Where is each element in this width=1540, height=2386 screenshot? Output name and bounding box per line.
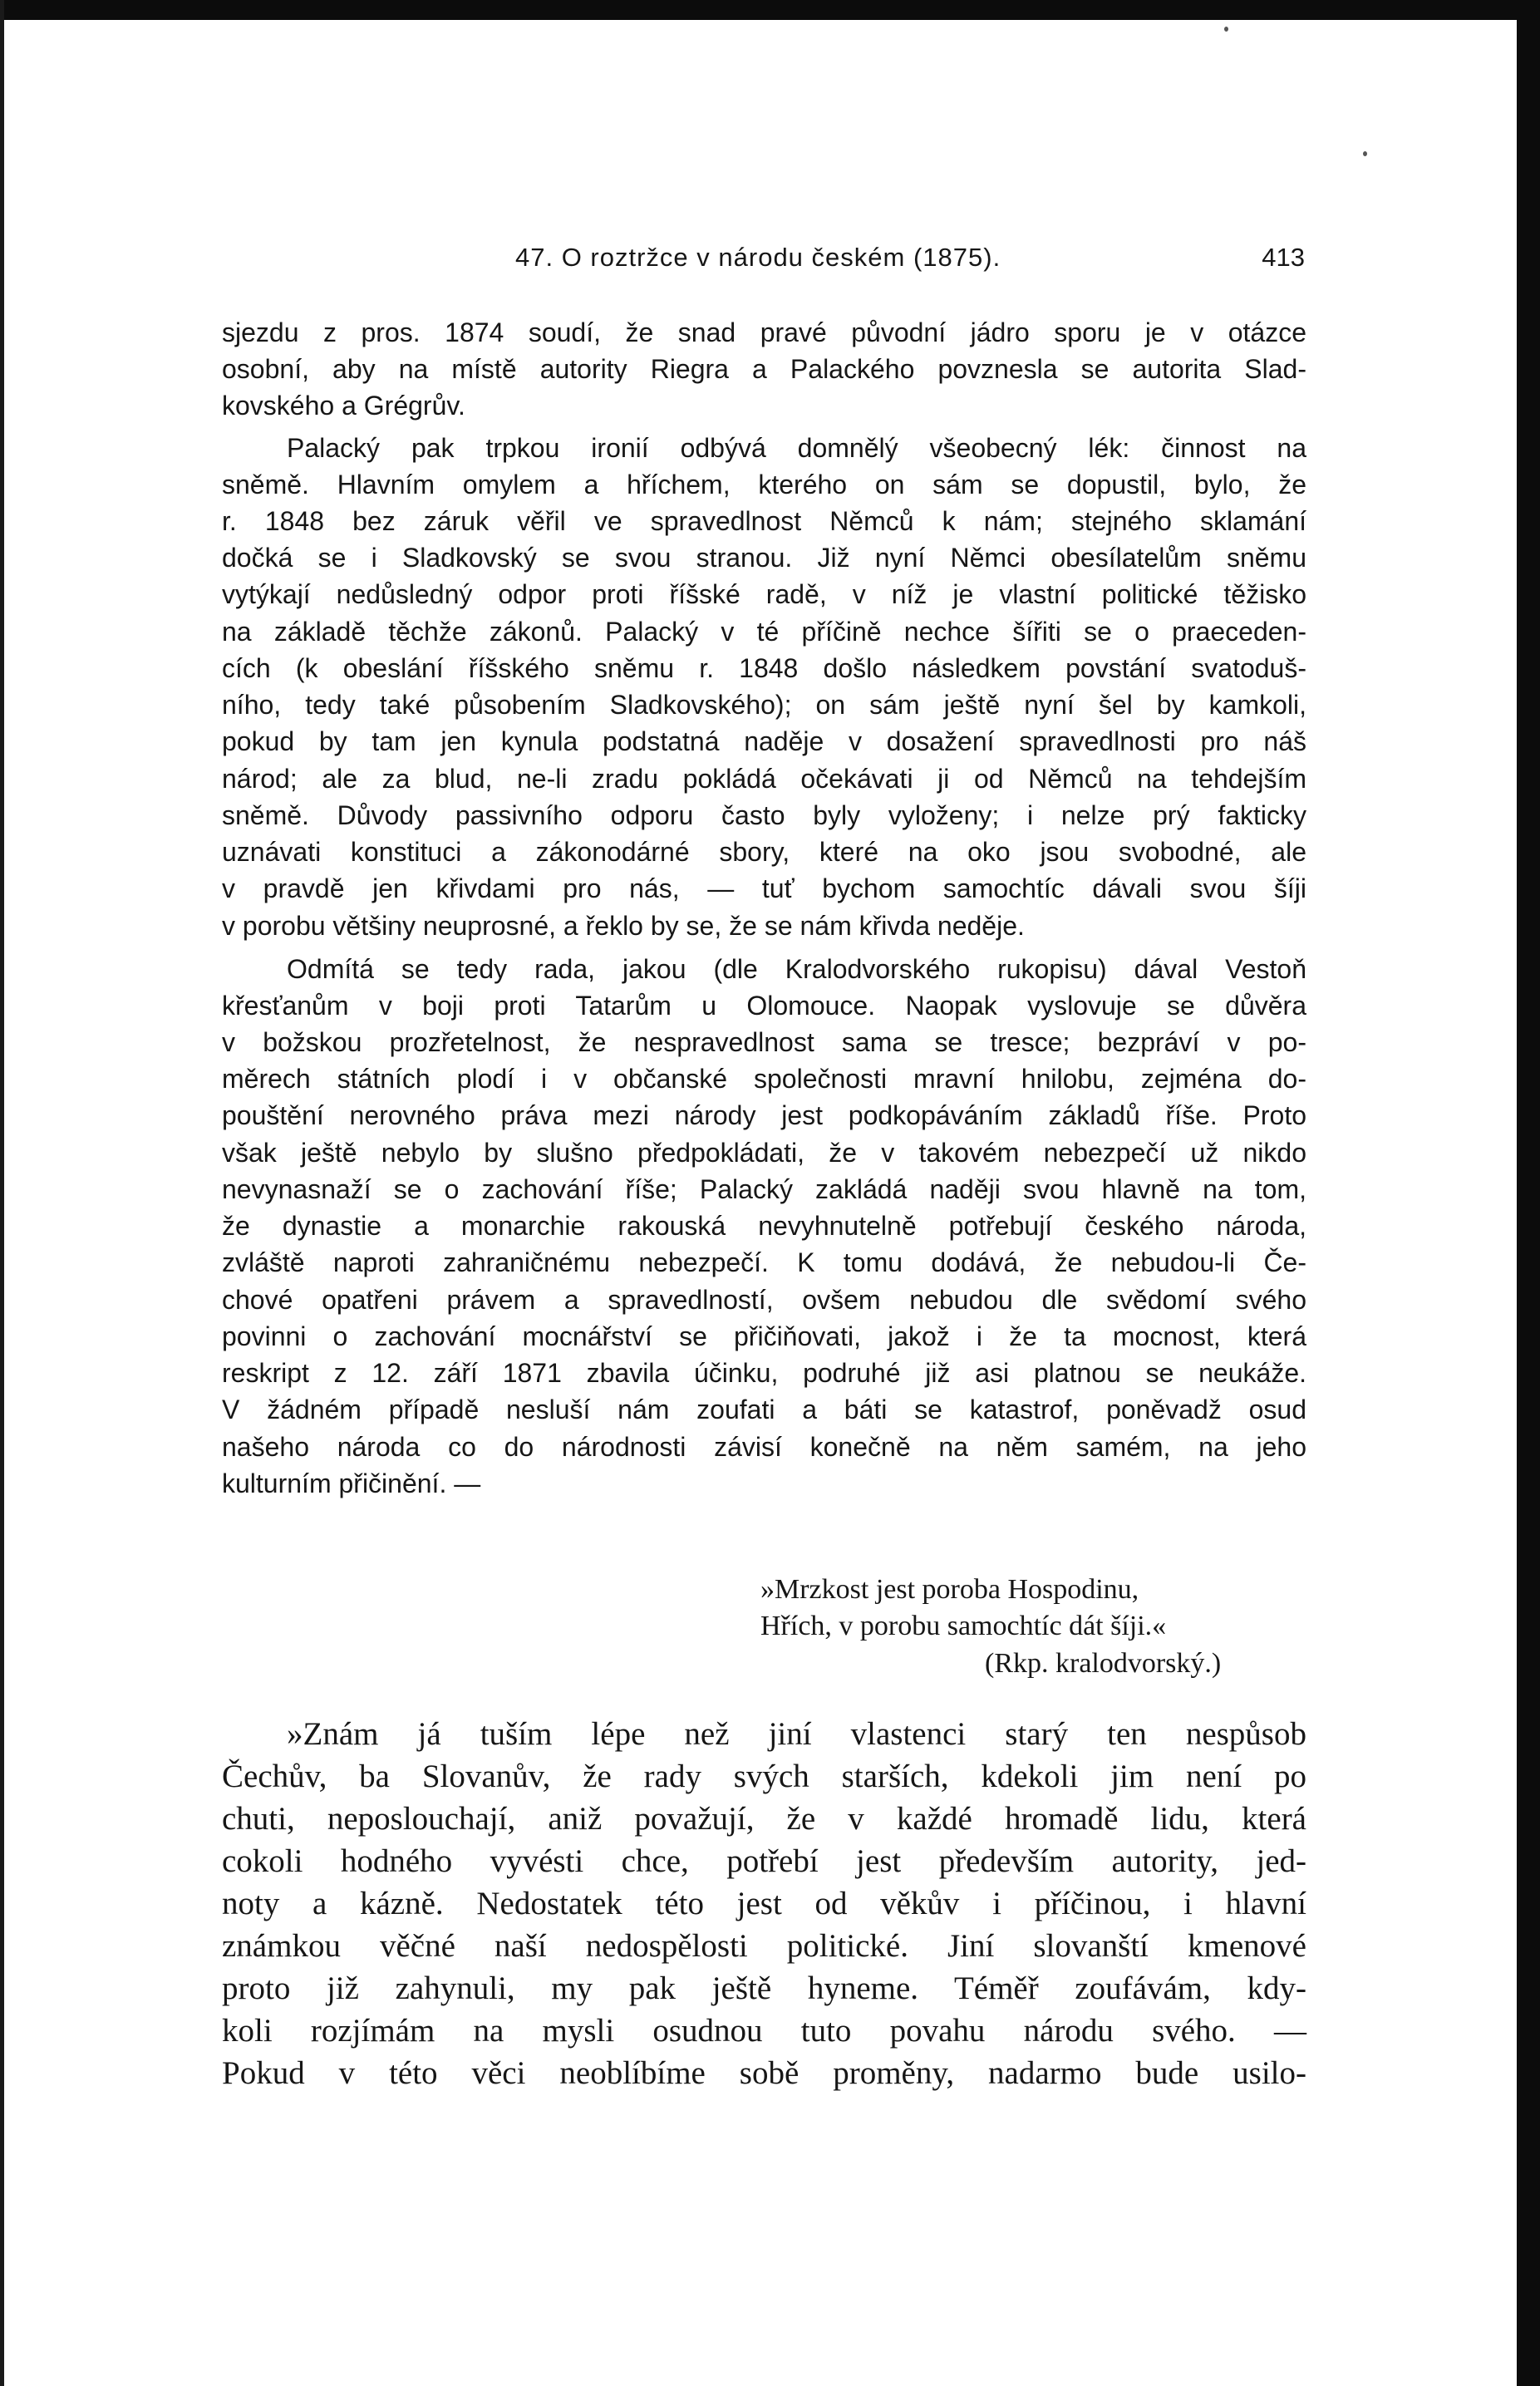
text-line: v božskou prozřetelnost, že nespravedlnost sama se tresce; bezpráví v po- [222,1027,1306,1057]
quote-line: proto již zahynuli, my pak ještě hyneme. Téměř zoufávám, kdy- [222,1970,1306,2006]
text-line: V žádném případě nesluší nám zoufati a báti se katastrof, poněvadž osud [222,1395,1306,1424]
scan-border-top [0,0,1540,20]
text-line: v pravdě jen křivdami pro nás, — tuť bychom samochtíc dávali svou šíji [222,873,1306,903]
quote-line: Čechův, ba Slovanův, že rady svých starších, kdekoli jim není po [222,1759,1306,1794]
quote-line: známkou věčné naší nedospělosti politické. Jiní slovanští kmenové [222,1928,1306,1964]
quote-line: Pokud v této věci neoblíbíme sobě proměny, nadarmo bude usilo- [222,2055,1306,2091]
text-line: pokud by tam jen kynula podstatná naděje v dosažení spravedlnosti pro náš [222,726,1306,756]
text-line: povinni o zachování mocnářství se přičiňovati, jakož i že ta mocnost, která [222,1321,1306,1351]
text-line: uznávati konstituci a zákonodárné sbory, které na oko jsou svobodné, ale [222,837,1306,867]
motto-source: (Rkp. kralodvorský.) [985,1648,1222,1679]
scan-border-right [1517,0,1540,2386]
scan-border-left [0,0,4,2386]
text-line: pouštění nerovného práva mezi národy jest podkopáváním základů říše. Proto [222,1100,1306,1130]
running-title: 47. O roztržce v národu českém (1875). [515,243,1001,272]
text-line: sněmě. Hlavním omylem a hříchem, kterého on sám se dopustil, bylo, že [222,470,1306,499]
text-line: kovského a Grégrův. [222,391,465,421]
text-line: chové opatřeni právem a spravedlností, ovšem nebudou dle svědomí svého [222,1285,1306,1315]
quote-line: »Znám já tuším lépe než jiní vlastenci starý ten nespůsob [287,1716,1306,1752]
text-line: Palacký pak trpkou ironií odbývá domnělý všeobecný lék: činnost na [287,433,1306,463]
text-line: zvláště naproti zahraničnému nebezpečí. K tomu dodává, že nebudou-li Če- [222,1247,1306,1277]
text-line: měrech státních plodí i v občanské společnosti mravní hnilobu, zejména do- [222,1064,1306,1094]
text-line: kulturním přičinění. — [222,1468,481,1498]
quote-line: cokoli hodného vyvésti chce, potřebí jest především autority, jed- [222,1843,1306,1879]
quote-line: koli rozjímám na mysli osudnou tuto povahu národu svého. — [222,2013,1306,2049]
text-line: reskript z 12. září 1871 zbavila účinku, podruhé již asi platnou se neukáže. [222,1358,1306,1388]
scan-speck [1363,151,1367,156]
quote-line: noty a kázně. Nedostatek této jest od věkův i příčinou, i hlavní [222,1886,1306,1921]
quote-line: chuti, neposlouchají, aniž považují, že v každé hromadě lidu, která [222,1801,1306,1837]
text-line: křesťanům v boji proti Tatarům u Olomouce. Naopak vyslovuje se důvěra [222,991,1306,1021]
motto-verse-line: »Mrzkost jest poroba Hospodinu, [760,1574,1139,1605]
text-line: Odmítá se tedy rada, jakou (dle Kralodvorského rukopisu) dával Vestoň [287,954,1306,984]
text-line: ního, tedy také působením Sladkovského); on sám ještě nyní šel by kamkoli, [222,690,1306,720]
text-line: nevynasnaží se o zachování říše; Palacký zakládá naději svou hlavně na tom, [222,1174,1306,1204]
text-line: cích (k obeslání říšského sněmu r. 1848 došlo následkem povstání svatoduš- [222,653,1306,683]
scan-speck [1224,27,1228,32]
text-line: sněmě. Důvody passivního odporu často byly vyloženy; i nelze prý fakticky [222,800,1306,830]
text-line: na základě těchže zákonů. Palacký v té příčině nechce šířiti se o praeceden- [222,617,1306,647]
page-number: 413 [1262,243,1305,272]
text-line: národ; ale za blud, ne-li zradu pokládá očekávati ji od Němců na tehdejším [222,764,1306,794]
text-line: sjezdu z pros. 1874 soudí, že snad pravé původní jádro sporu je v otázce [222,317,1306,347]
text-line: osobní, aby na místě autority Riegra a Palackého povznesla se autorita Slad- [222,354,1306,384]
text-line: našeho národa co do národnosti závisí konečně na něm samém, na jeho [222,1432,1306,1462]
motto-verse-line: Hřích, v porobu samochtíc dát šíji.« [760,1611,1167,1641]
text-line: r. 1848 bez záruk věřil ve spravedlnost Němců k nám; stejného sklamání [222,506,1306,536]
text-line: v porobu většiny neuprosné, a řeklo by se, že se nám křivda neděje. [222,911,1025,941]
text-line: vytýkají nedůsledný odpor proti říšské radě, v níž je vlastní politické těžisko [222,579,1306,609]
text-line: však ještě nebylo by slušno předpokládati, že v takovém nebezpečí už nikdo [222,1138,1306,1168]
text-line: dočká se i Sladkovský se svou stranou. Již nyní Němci obesílatelům sněmu [222,543,1306,573]
text-line: že dynastie a monarchie rakouská nevyhnutelně potřebují českého národa, [222,1211,1306,1241]
